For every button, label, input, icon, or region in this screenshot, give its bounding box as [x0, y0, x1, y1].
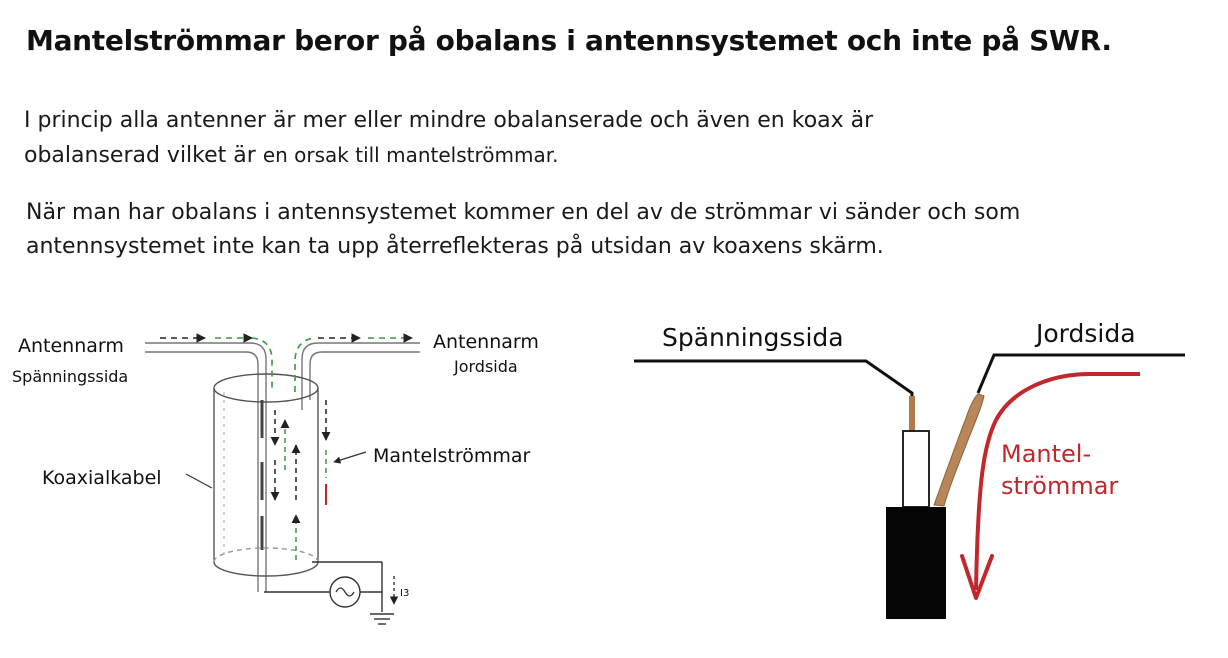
voltage-side-label: Spänningssida — [662, 323, 844, 352]
text-span: obalanserad vilket är — [24, 143, 263, 168]
coax-jacket — [886, 507, 946, 619]
text-span: en orsak till mantelströmmar. — [262, 143, 559, 167]
left-arm-label: Antennarm — [18, 335, 124, 357]
generator-circuit — [264, 562, 394, 624]
shield-braid — [934, 394, 984, 506]
ground-current-mark: I3 — [400, 588, 410, 599]
left-antenna-arm — [145, 343, 266, 592]
coax-schematic-diagram — [12, 331, 539, 624]
ground-side-label: Jordsida — [1036, 319, 1136, 348]
page-title: Mantelströmmar beror på obalans i antennsystemet och inte på SWR. — [26, 24, 1112, 57]
paragraph-line: I princip alla antenner är mer eller mindre obalanserade och även en koax är — [24, 108, 874, 133]
center-conductor — [909, 396, 915, 432]
dielectric — [903, 431, 929, 507]
voltage-side-wire — [634, 361, 912, 432]
right-arm-sublabel: Jordsida — [454, 357, 518, 376]
ground-icon — [370, 614, 394, 624]
sheath-current-label-line1: Mantel- — [1001, 440, 1092, 468]
right-arm-label: Antennarm — [433, 331, 539, 353]
paragraph-line: antennsystemet inte kan ta upp återreflekteras på utsidan av koaxens skärm. — [26, 234, 884, 259]
right-antenna-arm — [302, 343, 420, 410]
sheath-current-label: Mantelströmmar — [373, 445, 531, 467]
leader-lines — [186, 452, 366, 488]
arm-current-arrows — [160, 338, 412, 392]
left-arm-sublabel: Spänningssida — [12, 367, 129, 386]
sheath-current-label-line2: strömmar — [1001, 472, 1119, 500]
coax-feed-point-diagram — [634, 319, 1185, 619]
paragraph-line: När man har obalans i antennsystemet kommer en del av de strömmar vi sänder och som — [26, 200, 1021, 225]
coax-cable-label: Koaxialkabel — [42, 467, 162, 489]
